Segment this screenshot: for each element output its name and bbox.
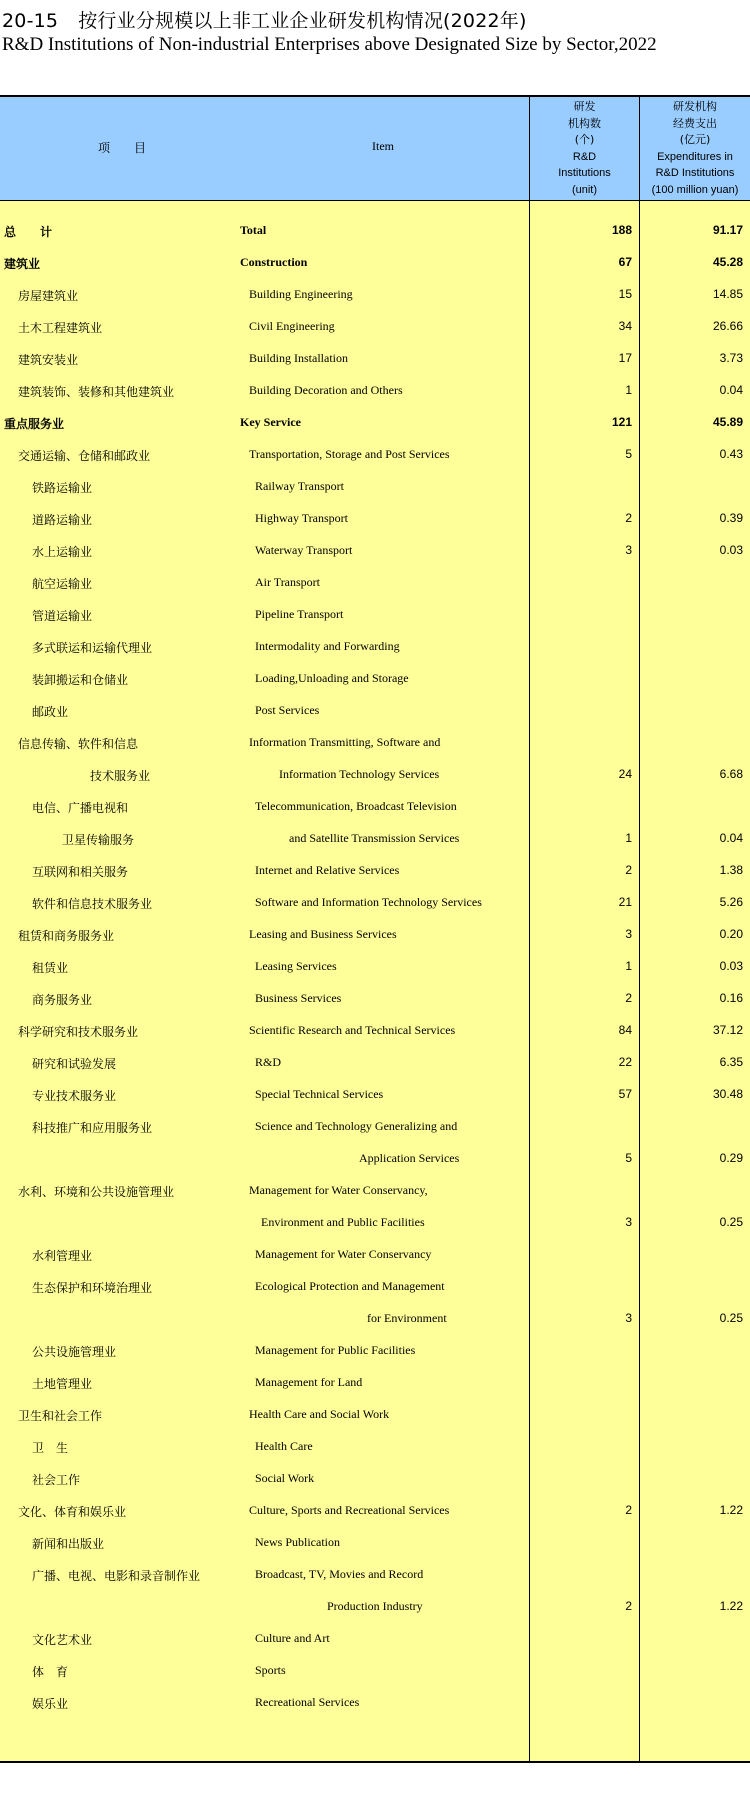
table-row bbox=[0, 791, 750, 823]
row-label-cn: 重点服务业 bbox=[4, 417, 65, 431]
institutions-value: 2 bbox=[625, 863, 632, 877]
institutions-value: 24 bbox=[618, 767, 632, 781]
row-label-cn: 交通运输、仓储和邮政业 bbox=[18, 449, 151, 463]
table-row bbox=[0, 951, 750, 983]
table-row bbox=[0, 375, 750, 407]
row-label-en: Management for Water Conservancy bbox=[255, 1247, 432, 1261]
institutions-value: 188 bbox=[611, 223, 632, 237]
expenditure-value: 6.35 bbox=[719, 1055, 743, 1069]
header-col-institutions bbox=[530, 99, 639, 198]
row-label-en: Management for Water Conservancy, bbox=[249, 1183, 428, 1197]
row-label-en: Broadcast, TV, Movies and Record bbox=[255, 1567, 424, 1581]
row-label-en: Loading,Unloading and Storage bbox=[255, 671, 409, 685]
expenditure-value: 1.22 bbox=[719, 1503, 743, 1517]
table-row bbox=[0, 247, 750, 279]
institutions-value: 1 bbox=[625, 383, 632, 397]
row-label-cn: 科技推广和应用服务业 bbox=[32, 1121, 153, 1135]
row-label-en: Transportation, Storage and Post Services bbox=[249, 447, 450, 461]
institutions-value: 34 bbox=[618, 319, 632, 333]
table-row bbox=[0, 695, 750, 727]
expenditure-value: 6.68 bbox=[719, 767, 743, 781]
table-row bbox=[0, 407, 750, 439]
row-label-cn: 广播、电视、电影和录音制作业 bbox=[32, 1569, 201, 1583]
expenditure-value: 3.73 bbox=[719, 351, 743, 365]
table-row bbox=[0, 1271, 750, 1303]
row-label-en: Sports bbox=[255, 1663, 286, 1677]
expenditure-value: 0.03 bbox=[719, 543, 743, 557]
table-row bbox=[0, 503, 750, 535]
expenditure-value: 0.03 bbox=[719, 959, 743, 973]
table-row bbox=[0, 311, 750, 343]
row-label-en: Key Service bbox=[240, 415, 301, 429]
row-label-cn: 租赁和商务服务业 bbox=[18, 929, 115, 943]
expenditure-value: 37.12 bbox=[712, 1023, 743, 1037]
row-label-cn: 卫 生 bbox=[32, 1441, 69, 1455]
table-row bbox=[0, 279, 750, 311]
table-number: 20-15 bbox=[2, 10, 59, 32]
expenditure-value: 0.43 bbox=[719, 447, 743, 461]
row-label-en: Health Care bbox=[255, 1439, 313, 1453]
row-label-cn: 铁路运输业 bbox=[32, 481, 93, 495]
row-label-cn: 租赁业 bbox=[32, 961, 69, 975]
table-row bbox=[0, 663, 750, 695]
table-row bbox=[0, 1303, 750, 1335]
row-label-en: Pipeline Transport bbox=[255, 607, 344, 621]
row-label-cn: 体 育 bbox=[32, 1665, 69, 1679]
expenditure-value: 26.66 bbox=[712, 319, 743, 333]
row-label-en: Intermodality and Forwarding bbox=[255, 639, 400, 653]
row-label-en: Ecological Protection and Management bbox=[255, 1279, 445, 1293]
row-label-cn: 卫星传输服务 bbox=[62, 833, 135, 847]
table-row bbox=[0, 887, 750, 919]
institutions-value: 67 bbox=[618, 255, 632, 269]
table-row bbox=[0, 1335, 750, 1367]
institutions-value: 5 bbox=[625, 1151, 632, 1165]
expenditure-value: 0.25 bbox=[719, 1311, 743, 1325]
header-col1-line: R&D bbox=[572, 150, 597, 163]
row-label-cn: 文化艺术业 bbox=[32, 1633, 93, 1647]
institutions-value: 21 bbox=[618, 895, 632, 909]
institutions-value: 1 bbox=[625, 831, 632, 845]
table-row bbox=[0, 343, 750, 375]
row-label-en: Information Transmitting, Software and bbox=[249, 735, 441, 749]
row-label-en: Building Engineering bbox=[249, 287, 353, 301]
expenditure-value: 1.38 bbox=[719, 863, 743, 877]
title-cn-text: 按行业分规模以上非工业企业研发机构情况(2022年) bbox=[78, 10, 527, 32]
expenditure-value: 0.16 bbox=[719, 991, 743, 1005]
row-label-en: Health Care and Social Work bbox=[249, 1407, 390, 1421]
table-row bbox=[0, 1239, 750, 1271]
row-label-cn: 房屋建筑业 bbox=[18, 289, 79, 303]
row-label-cn: 商务服务业 bbox=[32, 993, 93, 1007]
table-row bbox=[0, 439, 750, 471]
row-label-en: Application Services bbox=[359, 1151, 460, 1165]
table-row bbox=[0, 919, 750, 951]
table-row bbox=[0, 1175, 750, 1207]
expenditure-value: 0.04 bbox=[719, 831, 743, 845]
institutions-value: 3 bbox=[625, 543, 632, 557]
table-row bbox=[0, 855, 750, 887]
institutions-value: 2 bbox=[625, 991, 632, 1005]
row-label-en: Information Technology Services bbox=[279, 767, 440, 781]
table-row bbox=[0, 1559, 750, 1591]
header-col2-line: 研发机构 bbox=[673, 100, 717, 113]
table-row bbox=[0, 471, 750, 503]
row-label-cn: 互联网和相关服务 bbox=[32, 865, 129, 879]
row-label-en: Air Transport bbox=[255, 575, 321, 589]
row-label-en: Scientific Research and Technical Services bbox=[249, 1023, 456, 1037]
row-label-en: Business Services bbox=[255, 991, 342, 1005]
row-label-cn: 卫生和社会工作 bbox=[18, 1409, 103, 1423]
row-label-cn: 航空运输业 bbox=[32, 577, 93, 591]
table-row bbox=[0, 759, 750, 791]
row-label-en: Science and Technology Generalizing and bbox=[255, 1119, 458, 1133]
page-title-en: R&D Institutions of Non-industrial Enterprises above Designated Size by Sector,2022 bbox=[2, 34, 657, 55]
row-label-en: Total bbox=[240, 223, 267, 237]
header-item-en: Item bbox=[372, 139, 394, 153]
row-label-en: Production Industry bbox=[327, 1599, 423, 1613]
row-label-cn: 信息传输、软件和信息 bbox=[18, 737, 139, 751]
row-label-en: Telecommunication, Broadcast Television bbox=[255, 799, 457, 813]
table-row bbox=[0, 1655, 750, 1687]
institutions-value: 121 bbox=[611, 415, 632, 429]
institutions-value: 22 bbox=[618, 1055, 632, 1069]
row-label-en: Management for Land bbox=[255, 1375, 363, 1389]
row-label-en: and Satellite Transmission Services bbox=[289, 831, 460, 845]
expenditure-value: 0.25 bbox=[719, 1215, 743, 1229]
page-title-cn bbox=[2, 6, 527, 33]
header-col1-line: 研发 bbox=[573, 100, 596, 113]
row-label-cn: 专业技术服务业 bbox=[32, 1089, 117, 1103]
table-row bbox=[0, 1015, 750, 1047]
expenditure-value: 0.04 bbox=[719, 383, 743, 397]
expenditure-value: 91.17 bbox=[712, 223, 743, 237]
institutions-value: 2 bbox=[625, 1503, 632, 1517]
institutions-value: 3 bbox=[625, 1311, 632, 1325]
header-col2-line: (亿元) bbox=[679, 133, 711, 146]
institutions-value: 84 bbox=[618, 1023, 632, 1037]
expenditure-value: 5.26 bbox=[719, 895, 743, 909]
header-col2-line: Expenditures in bbox=[657, 150, 733, 163]
table-row bbox=[0, 1399, 750, 1431]
institutions-value: 57 bbox=[618, 1087, 632, 1101]
table-row bbox=[0, 1143, 750, 1175]
row-label-en: Recreational Services bbox=[255, 1695, 360, 1709]
table-header bbox=[0, 97, 750, 201]
institutions-value: 17 bbox=[618, 351, 632, 365]
row-label-cn: 电信、广播电视和 bbox=[32, 801, 129, 815]
row-label-en: Management for Public Facilities bbox=[255, 1343, 416, 1357]
table-row bbox=[0, 1527, 750, 1559]
table-row bbox=[0, 567, 750, 599]
institutions-value: 15 bbox=[618, 287, 632, 301]
expenditure-value: 30.48 bbox=[712, 1087, 743, 1101]
row-label-en: Building Decoration and Others bbox=[249, 383, 403, 397]
row-label-cn: 研究和试验发展 bbox=[32, 1057, 117, 1071]
row-label-cn: 娱乐业 bbox=[32, 1697, 69, 1711]
row-label-cn: 管道运输业 bbox=[32, 609, 93, 623]
table-row bbox=[0, 215, 750, 247]
row-label-en: Leasing Services bbox=[255, 959, 337, 973]
table-row bbox=[0, 983, 750, 1015]
header-col2-line: R&D Institutions bbox=[655, 167, 735, 179]
expenditure-value: 0.20 bbox=[719, 927, 743, 941]
row-label-cn: 土木工程建筑业 bbox=[18, 321, 103, 335]
table-row bbox=[0, 599, 750, 631]
row-label-cn: 水利管理业 bbox=[32, 1249, 93, 1263]
row-label-cn: 水上运输业 bbox=[32, 545, 93, 559]
row-label-cn: 建筑安装业 bbox=[18, 353, 79, 367]
header-item-cn: 项 目 bbox=[98, 141, 153, 155]
row-label-cn: 社会工作 bbox=[32, 1473, 81, 1487]
row-label-cn: 建筑业 bbox=[4, 257, 41, 271]
row-label-cn: 科学研究和技术服务业 bbox=[18, 1025, 139, 1039]
institutions-value: 5 bbox=[625, 447, 632, 461]
row-label-en: Software and Information Technology Services bbox=[255, 895, 482, 909]
header-col1-line: 机构数 bbox=[568, 116, 601, 130]
table-row bbox=[0, 1463, 750, 1495]
row-label-en: for Environment bbox=[367, 1311, 447, 1325]
table-row bbox=[0, 727, 750, 759]
row-label-en: Culture and Art bbox=[255, 1631, 330, 1645]
header-col-expenditures bbox=[640, 99, 750, 198]
row-label-cn: 生态保护和环境治理业 bbox=[32, 1281, 153, 1295]
table-row bbox=[0, 1687, 750, 1719]
table-row bbox=[0, 1591, 750, 1623]
table-row bbox=[0, 1079, 750, 1111]
row-label-en: Civil Engineering bbox=[249, 319, 335, 333]
expenditure-value: 45.89 bbox=[712, 415, 743, 429]
expenditure-value: 1.22 bbox=[719, 1599, 743, 1613]
row-label-cn: 新闻和出版业 bbox=[32, 1537, 105, 1551]
table-row bbox=[0, 1111, 750, 1143]
table-row bbox=[0, 823, 750, 855]
table-row bbox=[0, 1047, 750, 1079]
row-label-cn: 道路运输业 bbox=[32, 513, 93, 527]
table-row bbox=[0, 535, 750, 567]
row-label-en: Internet and Relative Services bbox=[255, 863, 400, 877]
row-label-en: Culture, Sports and Recreational Services bbox=[249, 1503, 450, 1517]
row-label-en: R&D bbox=[255, 1055, 282, 1069]
table-row bbox=[0, 1431, 750, 1463]
row-label-en: Waterway Transport bbox=[255, 543, 353, 557]
row-label-en: Construction bbox=[240, 255, 308, 269]
row-label-cn: 总 计 bbox=[4, 225, 53, 239]
row-label-cn: 装卸搬运和仓储业 bbox=[32, 673, 129, 687]
row-label-en: Leasing and Business Services bbox=[249, 927, 397, 941]
header-col2-line: 经费支出 bbox=[673, 116, 717, 130]
header-col1-line: Institutions bbox=[558, 167, 611, 179]
row-label-en: News Publication bbox=[255, 1535, 340, 1549]
row-label-en: Social Work bbox=[255, 1471, 315, 1485]
table-row bbox=[0, 631, 750, 663]
row-label-cn: 公共设施管理业 bbox=[32, 1345, 117, 1359]
table-row bbox=[0, 1207, 750, 1239]
expenditure-value: 14.85 bbox=[712, 287, 743, 301]
row-label-cn: 多式联运和运输代理业 bbox=[32, 641, 153, 655]
row-label-en: Highway Transport bbox=[255, 511, 349, 525]
expenditure-value: 45.28 bbox=[712, 255, 743, 269]
row-label-en: Railway Transport bbox=[255, 479, 345, 493]
row-label-cn: 邮政业 bbox=[32, 705, 69, 719]
table-row bbox=[0, 1623, 750, 1655]
institutions-value: 3 bbox=[625, 927, 632, 941]
row-label-cn: 土地管理业 bbox=[32, 1377, 93, 1391]
header-col2-line: (100 million yuan) bbox=[651, 183, 739, 196]
header-col1-line: (个) bbox=[574, 133, 595, 146]
data-table bbox=[0, 95, 750, 1763]
institutions-value: 2 bbox=[625, 1599, 632, 1613]
expenditure-value: 0.29 bbox=[719, 1151, 743, 1165]
row-label-en: Special Technical Services bbox=[255, 1087, 384, 1101]
institutions-value: 2 bbox=[625, 511, 632, 525]
row-label-cn: 水利、环境和公共设施管理业 bbox=[18, 1185, 175, 1199]
row-label-en: Environment and Public Facilities bbox=[261, 1215, 425, 1229]
row-label-cn: 技术服务业 bbox=[90, 769, 151, 783]
row-label-cn: 软件和信息技术服务业 bbox=[32, 897, 153, 911]
row-label-en: Post Services bbox=[255, 703, 320, 717]
row-label-cn: 建筑装饰、装修和其他建筑业 bbox=[18, 385, 175, 399]
expenditure-value: 0.39 bbox=[719, 511, 743, 525]
table-row bbox=[0, 1367, 750, 1399]
institutions-value: 3 bbox=[625, 1215, 632, 1229]
institutions-value: 1 bbox=[625, 959, 632, 973]
header-col1-line: (unit) bbox=[571, 183, 598, 196]
table-row bbox=[0, 1495, 750, 1527]
row-label-en: Building Installation bbox=[249, 351, 348, 365]
row-label-cn: 文化、体育和娱乐业 bbox=[18, 1505, 127, 1519]
